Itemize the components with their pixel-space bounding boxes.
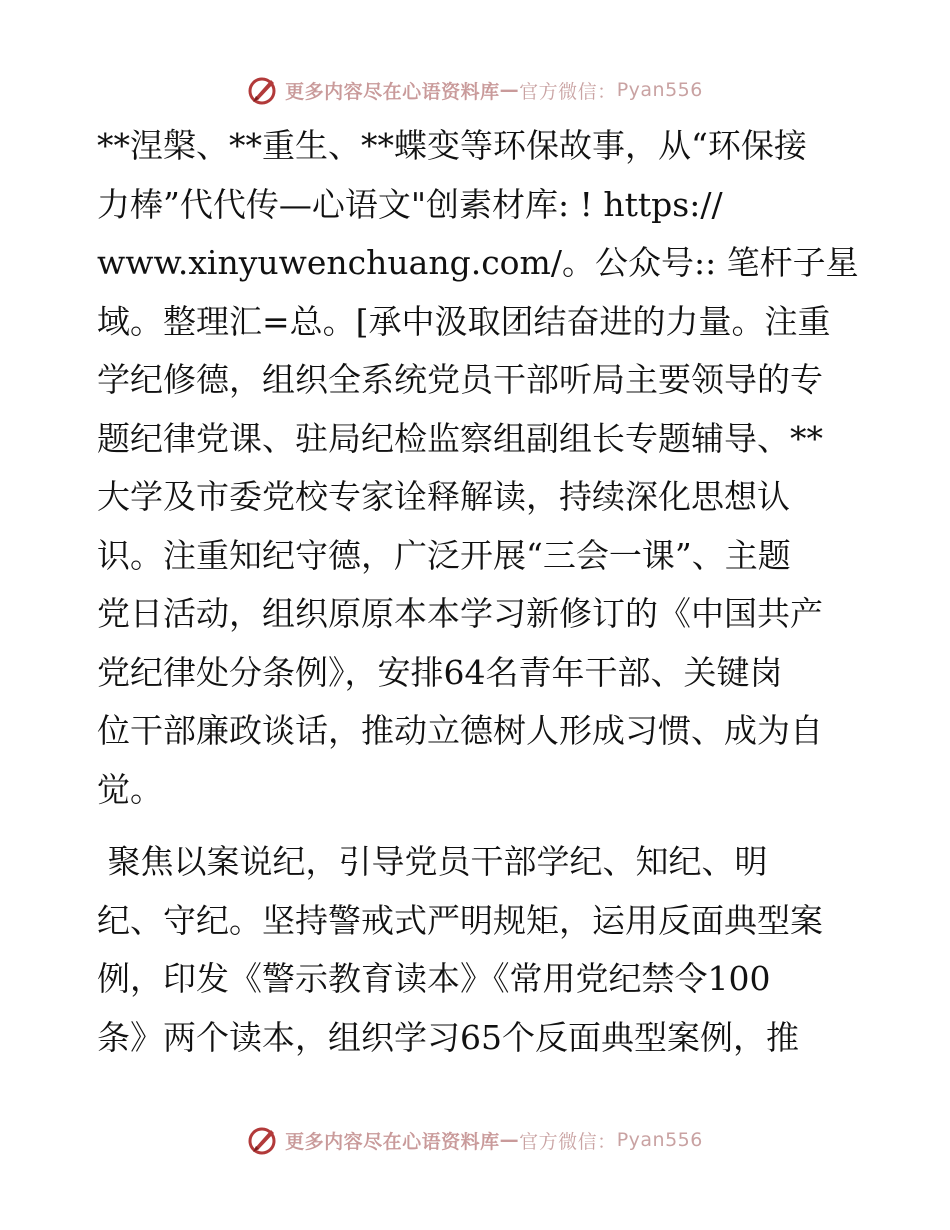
text-line: 纪、守纪。坚持警戒式严明规矩，运用反面典型案	[97, 900, 823, 940]
footer-weixin-id: Pyan556	[616, 1129, 703, 1151]
text-line: 题纪律党课、驻局纪检监察组副组长专题辅导、**	[97, 418, 823, 458]
text-line: 条》两个读本，组织学习65个反面典型案例，推	[97, 1017, 799, 1057]
paragraph-1	[97, 117, 857, 819]
text-line: 党纪律处分条例》，安排64名青年干部、关键岗	[97, 652, 783, 692]
header-watermark-banner	[0, 70, 950, 110]
text-line: 位干部廉政谈话，推动立德树人形成习惯、成为自	[97, 711, 823, 750]
text-line: 学纪修德，组织全系统党员干部听局主要领导的专	[97, 360, 823, 399]
text-line: 大学及市委党校专家诠释解读，持续深化思想认	[97, 477, 790, 516]
header-weixin-id: Pyan556	[616, 79, 703, 101]
text-line: 域。整理汇=总。[承中汲取团结奋进的力量。注重	[97, 301, 831, 341]
footer-brand-text: 更多内容尽在心语资料库	[285, 1130, 500, 1153]
footer-weixin-label: 官方微信：	[519, 1130, 617, 1153]
paragraph-spacer	[97, 819, 857, 833]
text-line: 力棒”代代传—心语文"创素材库: ! https://	[97, 184, 723, 224]
document-body	[97, 117, 857, 1067]
header-separator: —	[499, 79, 520, 101]
text-line: 识。注重知纪守德，广泛开展“三会一课”、主题	[97, 535, 791, 575]
text-line: 例，印发《警示教育读本》《常用党纪禁令100	[97, 959, 771, 998]
footer-separator: —	[499, 1129, 520, 1151]
text-line: 觉。	[97, 769, 163, 809]
quill-logo-icon	[247, 74, 279, 106]
quill-logo-icon	[247, 1124, 279, 1156]
text-line: www.xinyuwenchuang.com/。公众号:: 笔杆子星	[97, 243, 859, 282]
text-line: 党日活动，组织原原本本学习新修订的《中国共产	[97, 594, 823, 633]
text-line: 聚焦以案说纪，引导党员干部学纪、知纪、明	[97, 842, 768, 881]
footer-watermark-banner	[0, 1120, 950, 1160]
header-brand-text: 更多内容尽在心语资料库	[285, 80, 500, 103]
paragraph-2	[97, 833, 857, 1067]
header-weixin-label: 官方微信：	[519, 80, 617, 103]
text-line: **涅槃、**重生、**蝶变等环保故事，从“环保接	[97, 126, 807, 165]
